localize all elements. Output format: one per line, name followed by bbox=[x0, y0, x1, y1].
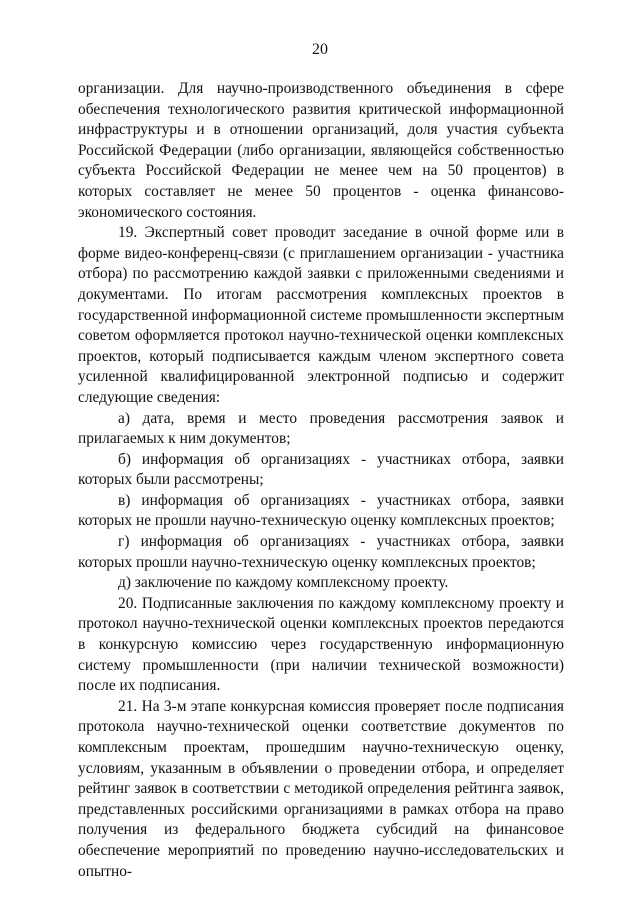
document-body bbox=[78, 79, 564, 882]
paragraph-clause-19: 19. Экспертный совет проводит заседание в очной форме или в форме видео-конференц-связи (с приглашением организации - участника отбора) по рассмотрению каждой заявки с приложенными сведениями и документами. По итогам рассмотрения комплексных проектов в государственной информационной системе промышленности экспертным советом оформляется протокол научно-технической оценки комплексных проектов, который подписывается каждым членом экспертного совета усиленной квалифицированной электронной подписью и содержит следующие сведения: bbox=[78, 224, 564, 406]
paragraph-item-b: б) информация об организациях - участниках отбора, заявки которых были рассмотрены; bbox=[78, 450, 564, 489]
paragraph-item-v: в) информация об организациях - участниках отбора, заявки которых не прошли научно-техническую оценку комплексных проектов; bbox=[78, 491, 564, 530]
paragraph-clause-21: 21. На 3-м этапе конкурсная комиссия проверяет после подписания протокола научно-технической оценки соответствие документов по комплексным проектам, прошедшим научно-техническую оценку, условиям, указанным в объявлении о проведении отбора, и определяет рейтинг заявок в соответствии с методикой определения рейтинга заявок, представленных российскими организациями в рамках отбора на право получения из федерального бюджета субсидий на финансовое обеспечение мероприятий по проведению научно-исследовательских и опытно- bbox=[78, 697, 564, 880]
paragraph-continuation: организации. Для научно-производственного объединения в сфере обеспечения технологического развития критической информационной инфраструктуры и в отношении организаций, доля участия субъекта Российской Федерации (либо организации, являющейся собственностью субъекта Российской Федерации не менее чем на 50 процентов) в которых составляет не менее 50 процентов - оценка финансово-экономического состояния. bbox=[78, 80, 564, 221]
paragraph-item-a: а) дата, время и место проведения рассмотрения заявок и прилагаемых к ним документов; bbox=[78, 409, 564, 448]
paragraph-item-d: д) заключение по каждому комплексному проекту. bbox=[118, 574, 449, 592]
paragraph-item-g: г) информация об организациях - участниках отбора, заявки которых прошли научно-техническую оценку комплексных проектов; bbox=[78, 533, 564, 571]
page-number: 20 bbox=[312, 41, 328, 58]
paragraph-clause-20: 20. Подписанные заключения по каждому комплексному проекту и протокол научно-технической оценки комплексных проектов передаются в конкурсную комиссию через государственную информационную систему промышленности (при наличии технической возможности) после их подписания. bbox=[78, 594, 564, 695]
